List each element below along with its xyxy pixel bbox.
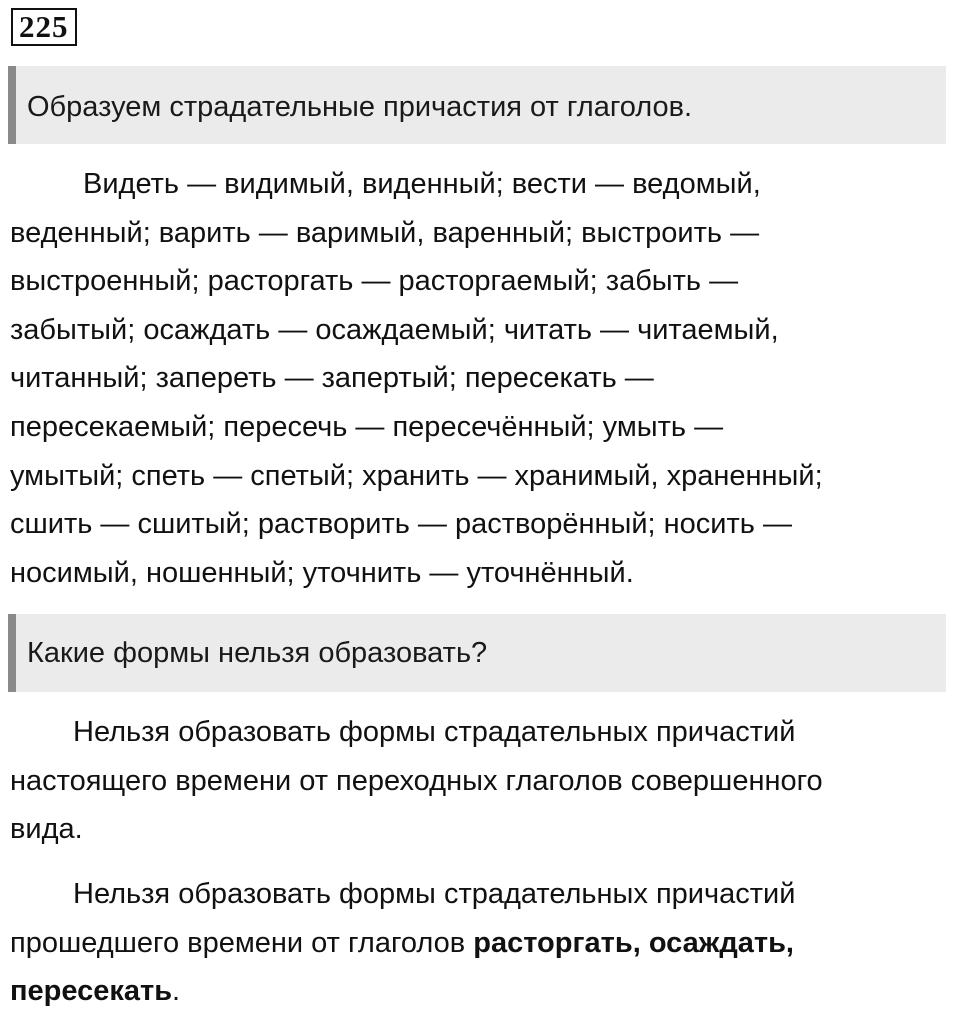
answer-verbs-bold: расторгать, осаждать, (473, 926, 794, 959)
answer-line (10, 967, 955, 1016)
answer-line: сшить — сшитый; растворить — растворённый; носить — (10, 508, 792, 541)
task-number: 225 (11, 8, 77, 46)
question-band-2 (8, 614, 946, 692)
answer-line: вида. (10, 813, 83, 846)
answer-line: веденный; варить — варимый, варенный; выстроить — (10, 216, 760, 249)
answer-line (10, 919, 955, 968)
answer-line: забытый; осаждать — осаждаемый; читать — читаемый, (10, 313, 779, 346)
answer-line: умытый; спеть — спетый; хранить — хранимый, храненный; (10, 459, 823, 492)
answer-line: выстроенный; расторгать — расторгаемый; забыть — (10, 265, 739, 298)
answer-line: Нельзя образовать формы страдательных причастий (73, 716, 796, 748)
answer-line: носимый, ношенный; уточнить — уточнённый. (10, 556, 634, 589)
answer-verb-bold: пересекать (10, 975, 173, 1008)
question-band-1 (8, 66, 946, 144)
question-text-2: Какие формы нельзя образовать? (27, 636, 488, 669)
answer-text: прошедшего времени от глаголов (10, 926, 474, 959)
answer-line: Видеть — видимый, виденный; вести — ведомый, (83, 168, 761, 200)
answer-paragraph-1 (10, 160, 955, 597)
answer-paragraph-2 (10, 708, 955, 854)
answer-line: читанный; запереть — запертый; пересекать — (10, 362, 654, 395)
answer-line: пересекаемый; пересечь — пересечённый; умыть — (10, 410, 724, 443)
question-text-1: Образуем страдательные причастия от глаголов. (27, 90, 693, 123)
answer-period: . (172, 975, 181, 1008)
answer-line: Нельзя образовать формы страдательных причастий (73, 878, 796, 910)
answer-paragraph-3 (10, 870, 955, 1016)
answer-line: настоящего времени от переходных глаголов совершенного (10, 764, 823, 797)
